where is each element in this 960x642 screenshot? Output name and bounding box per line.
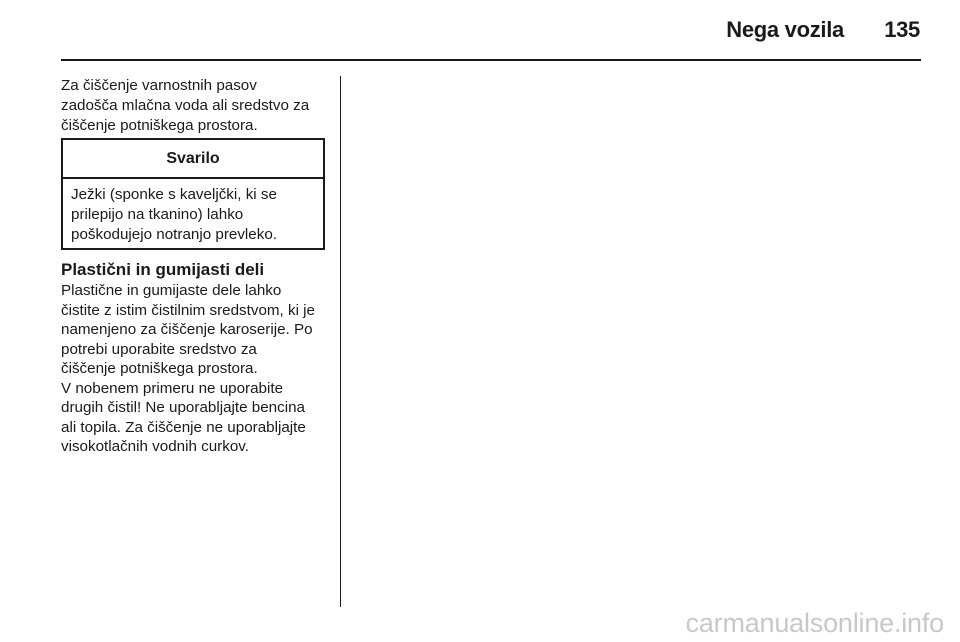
intro-line: zadošča mlačna voda ali sredstvo za xyxy=(61,97,310,114)
page-header xyxy=(0,0,960,60)
section-heading: Plastični in gumijasti deli xyxy=(61,260,265,279)
section-line: potrebi uporabite sredstvo za xyxy=(61,340,257,358)
intro-line: Za čiščenje varnostnih pasov xyxy=(61,77,257,94)
warning-title: Svarilo xyxy=(63,140,323,179)
column-divider xyxy=(340,76,341,607)
intro-line: čiščenje potniškega prostora. xyxy=(61,117,258,134)
section-line: čistite z istim čistilnim sredstvom, ki je xyxy=(61,301,316,319)
warning-line: Ježki (sponke s kaveljčki, ki se xyxy=(71,186,277,203)
section-line: Plastične in gumijaste dele lahko xyxy=(61,282,282,299)
warning-line: prilepijo na tkanino) lahko xyxy=(71,206,244,223)
section-line: visokotlačnih vodnih curkov. xyxy=(61,438,249,455)
warning-line: poškodujejo notranjo prevleko. xyxy=(71,226,278,243)
section-line: čiščenje potniškega prostora. xyxy=(61,360,258,377)
watermark: carmanualsonline.info xyxy=(685,608,944,638)
section-line: drugih čistil! Ne uporabljajte bencina xyxy=(61,399,305,416)
warning-body xyxy=(63,179,323,245)
section-line: ali topila. Za čiščenje ne uporabljajte xyxy=(61,418,306,436)
page-title: Nega vozila xyxy=(726,17,844,42)
header-rule xyxy=(61,59,921,61)
section-body xyxy=(61,281,333,457)
page-number: 135 xyxy=(884,17,920,42)
intro-paragraph xyxy=(61,76,327,136)
section-line: V nobenem primeru ne uporabite xyxy=(61,379,284,397)
plastic-rubber-section xyxy=(61,259,333,457)
warning-box xyxy=(61,138,325,250)
section-line: namenjeno za čiščenje karoserije. Po xyxy=(61,321,313,338)
